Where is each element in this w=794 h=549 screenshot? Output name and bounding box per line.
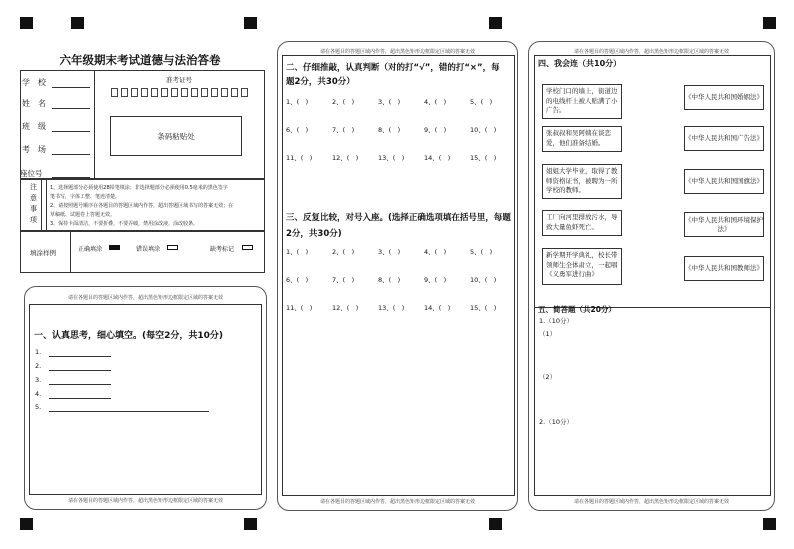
- exam-id-cell[interactable]: [131, 88, 138, 97]
- match-right-2[interactable]: 《中华人民共和国广告法》: [684, 126, 764, 151]
- exam-id-cell[interactable]: [151, 88, 158, 97]
- q1-part1-label[interactable]: （1）: [539, 330, 557, 338]
- barcode-label: 条码粘贴处: [157, 131, 195, 141]
- attention-line: 1、选择题部分必须使用2B铅笔填涂；非选择题部分必须使用0.5毫米的黑色签字: [50, 185, 228, 191]
- judge-row[interactable]: 1、( ) 2、( ) 3、( ) 4、( ) 5、( ): [286, 98, 493, 106]
- timing-mark: [20, 17, 33, 29]
- match-left-1[interactable]: 学校门口的墙上，街道边的电线杆上被人贴满了小广告。: [542, 84, 622, 119]
- fill-wrong-mark: [167, 245, 178, 250]
- match-right-3[interactable]: 《中华人民共和国国旗法》: [684, 169, 764, 194]
- exam-id-cell[interactable]: [161, 88, 168, 97]
- exam-id-cell[interactable]: [171, 88, 178, 97]
- room-input[interactable]: [52, 154, 90, 155]
- blank-5[interactable]: [49, 411, 209, 412]
- section1-panel: [24, 286, 267, 510]
- blank-2[interactable]: [49, 370, 111, 371]
- exam-id-cell[interactable]: [121, 88, 128, 97]
- timing-mark: [489, 518, 502, 530]
- notice-bottom: 请在各题目的答题区域内作答，超出黑色矩形边框限定区域的答案无效: [67, 498, 223, 504]
- judge-row[interactable]: 6、( ) 7、( ) 8、( ) 9、( ) 10、( ): [286, 126, 497, 134]
- choice-row[interactable]: 11、( ) 12、( ) 13、( ) 14、( ) 15、( ): [286, 304, 497, 312]
- q2-label[interactable]: 2.（10分）: [539, 418, 573, 426]
- exam-id-cell[interactable]: [241, 88, 248, 97]
- timing-mark: [20, 518, 33, 530]
- match-left-2[interactable]: 张叔叔和吴阿姨在谈恋爱，他们准备结婚。: [542, 126, 622, 152]
- blank-3[interactable]: [49, 384, 111, 385]
- middle-panel: [277, 41, 518, 511]
- match-left-4[interactable]: 工厂向河里排放污水，导致大量鱼虾死亡。: [542, 210, 622, 236]
- blank-num: 3.: [35, 376, 42, 384]
- match-left-3[interactable]: 姐姐大学毕业，取得了教师资格证书，被聘为一所学校的教师。: [542, 164, 622, 199]
- exam-id-cell[interactable]: [191, 88, 198, 97]
- section1-title: 一、认真思考，细心填空。(每空2分，共10分): [34, 331, 224, 341]
- exam-id-cell[interactable]: [211, 88, 218, 97]
- class-input[interactable]: [52, 131, 90, 132]
- match-left-5[interactable]: 新学期开学典礼，校长带领师生全体肃立，一起唱《义勇军进行曲》: [542, 248, 622, 285]
- fill-example-label: 填涂样例: [30, 249, 56, 257]
- timing-mark: [489, 17, 502, 29]
- notice-top: 请在各题目的答题区域内作答，超出黑色矩形边框限定区域的答案无效: [67, 295, 223, 301]
- field-label-name: 姓 名: [22, 99, 46, 108]
- match-right-4[interactable]: 《中华人民共和国环境保护法》: [684, 212, 764, 237]
- section2-title: 二、仔细推敲，认真判断（对的打“√”，错的打“×”，每: [286, 63, 500, 73]
- field-label-school: 学 校: [22, 78, 46, 87]
- attention-line: 笔书写，字体工整、笔迹清楚。: [50, 194, 121, 200]
- notice-top: 请在各题目的答题区域内作答，超出黑色矩形边框限定区域的答案无效: [573, 49, 729, 55]
- section3-title: 三、反复比较，对号入座。(选择正确选项填在括号里，每题: [286, 213, 511, 223]
- match-right-1[interactable]: 《中华人民共和国婚姻法》: [684, 85, 764, 110]
- section2-title-cont: 题2分，共30分）: [286, 77, 355, 87]
- field-label-room: 考 场: [22, 145, 46, 154]
- attention-line: 2、请按照题号顺序在各题目的答题区域内作答，超出答题区域书写的答案无效；在: [50, 203, 234, 209]
- exam-id-cell[interactable]: [231, 88, 238, 97]
- timing-mark: [763, 17, 776, 29]
- notice-bottom: 请在各题目的答题区域内作答，超出黑色矩形边框限定区域的答案无效: [573, 499, 729, 505]
- fill-correct-label: 正确填涂: [78, 246, 103, 253]
- school-input[interactable]: [52, 87, 90, 88]
- match-right-5[interactable]: 《中华人民共和国教师法》: [684, 256, 764, 281]
- absent-mark[interactable]: [242, 245, 253, 250]
- section5-box: [534, 298, 771, 496]
- absent-label: 缺考标记: [210, 246, 235, 253]
- page-title: 六年级期末考试道德与法治答卷: [59, 53, 221, 67]
- name-input[interactable]: [52, 108, 90, 109]
- timing-mark: [244, 518, 257, 530]
- attention-line: 3、保持卡面清洁，不要折叠，不要弄破，禁用涂改液，涂改胶条。: [50, 221, 199, 227]
- field-label-class: 班 级: [22, 122, 46, 131]
- exam-id-cell[interactable]: [201, 88, 208, 97]
- fill-wrong-label: 错误填涂: [136, 246, 161, 253]
- fill-correct-mark: [109, 245, 120, 250]
- exam-id-cell[interactable]: [181, 88, 188, 97]
- barcode-area: [110, 116, 242, 156]
- blank-num: 2.: [35, 362, 42, 370]
- blank-1[interactable]: [49, 356, 111, 357]
- section4-title: 四、我会连（共10分）: [538, 59, 622, 68]
- exam-id-cell[interactable]: [141, 88, 148, 97]
- timing-mark: [763, 518, 776, 530]
- right-panel: [528, 41, 775, 511]
- notice-top: 请在各题目的答题区域内作答，超出黑色矩形边框限定区域的答案无效: [319, 49, 475, 55]
- blank-4[interactable]: [49, 398, 111, 399]
- judge-row[interactable]: 11、( ) 12、( ) 13、( ) 14、( ) 15、( ): [286, 154, 497, 162]
- timing-mark: [244, 17, 257, 29]
- choice-row[interactable]: 6、( ) 7、( ) 8、( ) 9、( ) 10、( ): [286, 276, 497, 284]
- header-box: [20, 70, 265, 273]
- attention-label: 注 意 事 项: [30, 183, 37, 224]
- choice-row[interactable]: 1、( ) 2、( ) 3、( ) 4、( ) 5、( ): [286, 248, 493, 256]
- exam-id-label: 准考证号: [166, 76, 192, 84]
- blank-num: 1.: [35, 348, 42, 356]
- section5-title: 五、简答题（共20分）: [538, 305, 616, 314]
- exam-id-cell[interactable]: [111, 88, 118, 97]
- exam-id-cell[interactable]: [221, 88, 228, 97]
- q1-label: 1.（10分）: [539, 317, 573, 325]
- q1-part2-label[interactable]: （2）: [539, 373, 557, 381]
- blank-num: 4.: [35, 390, 42, 398]
- timing-mark: [71, 17, 84, 29]
- field-label-seat: 座位号: [20, 169, 43, 178]
- section3-title-cont: 2分，共30分): [286, 229, 342, 239]
- notice-bottom: 请在各题目的答题区域内作答，超出黑色矩形边框限定区域的答案无效: [319, 499, 475, 505]
- blank-num: 5.: [35, 403, 42, 411]
- attention-line: 草稿纸、试题卷上答题无效。: [50, 212, 116, 218]
